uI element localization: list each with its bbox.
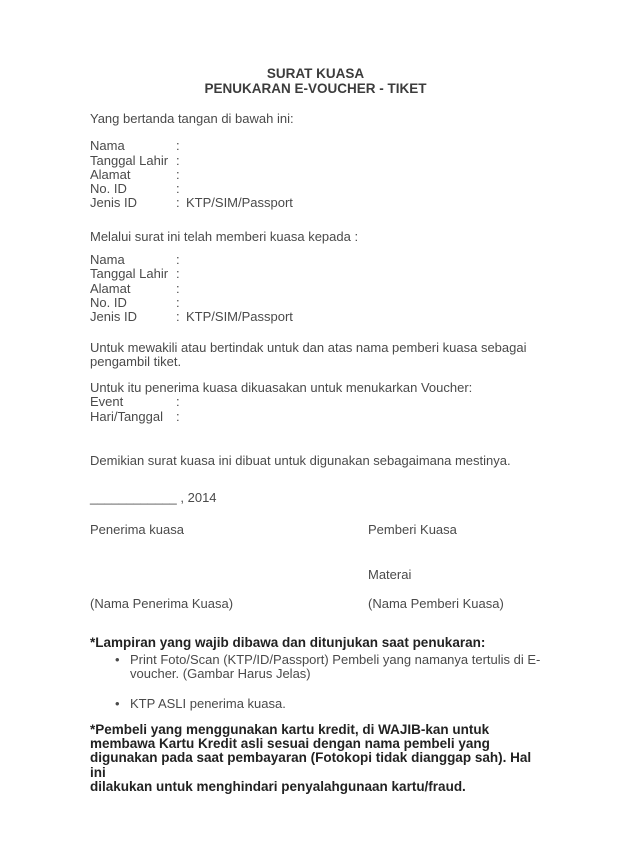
field-value: [186, 154, 541, 168]
field-label: Event: [90, 394, 124, 410]
list-item: [90, 697, 541, 711]
document-title: [90, 66, 541, 96]
field-label: Jenis ID: [90, 309, 137, 325]
field-value: [186, 395, 541, 409]
field-separator: :: [176, 181, 180, 197]
opening-statement: Yang bertanda tangan di bawah ini:: [90, 111, 294, 126]
field-value: [186, 139, 541, 153]
field-separator: :: [176, 195, 180, 211]
signature-stamp-row: [90, 568, 541, 582]
voucher-fields: [90, 395, 541, 424]
stamp-label: Materai: [368, 566, 412, 582]
field-row: [90, 253, 541, 267]
field-value: [186, 410, 541, 424]
field-value: [186, 168, 541, 182]
field-separator: :: [176, 408, 180, 424]
field-row: [90, 168, 541, 182]
field-separator: :: [176, 394, 180, 410]
field-separator: :: [176, 309, 180, 325]
date-year: , 2014: [180, 490, 217, 506]
field-value: [186, 267, 541, 281]
document-title-line2: PENUKARAN E-VOUCHER - TIKET: [204, 81, 427, 96]
purpose-paragraph: Untuk mewakili atau bertindak untuk dan atas nama pemberi kuasa sebagai pengambil tiket.: [90, 339, 527, 369]
field-separator: :: [176, 252, 180, 268]
field-row: [90, 196, 541, 210]
bullet-icon: [115, 653, 130, 682]
field-label: Tanggal Lahir: [90, 152, 169, 168]
field-label: Jenis ID: [90, 195, 137, 211]
voucher-section: [90, 381, 541, 424]
field-label: No. ID: [90, 294, 127, 310]
document-title-line1: SURAT KUASA: [266, 66, 365, 81]
field-row: [90, 310, 541, 324]
credit-card-note: *Pembeli yang menggunakan kartu kredit, di WAJIB-kan untuk membawa Kartu Kredit asli sesuai dengan nama pembeli yang digunakan pada saat pembayaran (Fotokopi tidak dianggap sah). Hal ini dilakukan untuk menghindari penyalahgunaan kartu/fraud.: [90, 721, 532, 794]
list-item: [90, 653, 541, 682]
grantor-fields: [90, 139, 541, 210]
attorney-name-placeholder: (Nama Penerima Kuasa): [90, 596, 234, 612]
signature-roles-row: [90, 523, 541, 537]
field-value: [186, 182, 541, 196]
attorney-fields: [90, 253, 541, 324]
field-row: [90, 154, 541, 168]
field-label: Tanggal Lahir: [90, 266, 169, 282]
stamp-spacer: [90, 568, 368, 582]
voucher-intro: Untuk itu penerima kuasa dikuasakan untuk menukarkan Voucher:: [90, 380, 473, 396]
field-label: Nama: [90, 138, 125, 154]
field-label: Alamat: [90, 280, 131, 296]
field-value: KTP/SIM/Passport: [186, 195, 293, 211]
field-separator: :: [176, 294, 180, 310]
attorney-role-label: Penerima kuasa: [90, 521, 184, 537]
field-row: [90, 182, 541, 196]
closing-statement: Demikian surat kuasa ini dibuat untuk digunakan sebagaimana mestinya.: [90, 453, 511, 469]
signature-names-row: [90, 597, 541, 611]
signature-section: [90, 523, 541, 612]
field-separator: :: [176, 266, 180, 282]
list-item-text: Print Foto/Scan (KTP/ID/Passport) Pembeli yang namanya tertulis di E- voucher. (Gambar Harus Jelas): [130, 651, 541, 682]
field-value: [186, 253, 541, 267]
field-label: Alamat: [90, 166, 131, 182]
field-separator: :: [176, 166, 180, 182]
field-row: [90, 139, 541, 153]
field-separator: :: [176, 280, 180, 296]
attachments-heading: *Lampiran yang wajib dibawa dan ditunjukan saat penukaran:: [90, 634, 486, 650]
field-row: [90, 296, 541, 310]
field-separator: :: [176, 152, 180, 168]
field-label: Nama: [90, 252, 125, 268]
date-blank-line: ____________: [90, 490, 177, 506]
bullet-icon: [115, 697, 130, 711]
field-separator: :: [176, 138, 180, 154]
date-line: [90, 491, 541, 505]
field-value: KTP/SIM/Passport: [186, 309, 293, 325]
list-item-text: KTP ASLI penerima kuasa.: [130, 696, 286, 712]
field-value: [186, 282, 541, 296]
field-row: [90, 267, 541, 281]
field-row: [90, 410, 541, 424]
field-row: [90, 282, 541, 296]
field-label: Hari/Tanggal: [90, 408, 163, 424]
field-value: [186, 296, 541, 310]
field-label: No. ID: [90, 181, 127, 197]
field-row: [90, 395, 541, 409]
authorization-intro: Melalui surat ini telah memberi kuasa kepada :: [90, 228, 359, 244]
grantor-role-label: Pemberi Kuasa: [368, 521, 457, 537]
grantor-name-placeholder: (Nama Pemberi Kuasa): [368, 596, 504, 612]
attachments-list: [90, 653, 541, 712]
